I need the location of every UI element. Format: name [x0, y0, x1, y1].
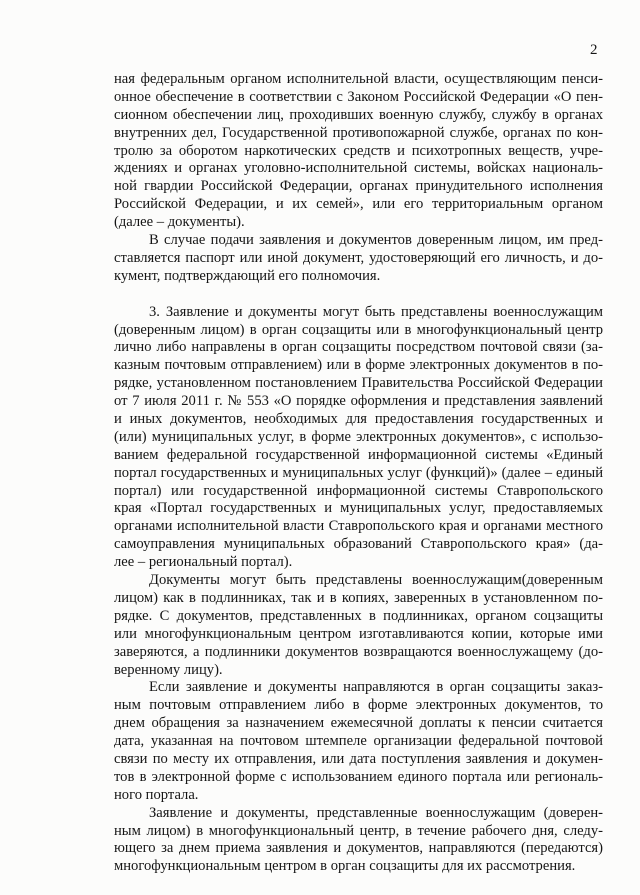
text-line: ного портала. [114, 786, 199, 803]
text-line: сионном обеспечении лиц, проходивших военную службу, службу в органах [114, 106, 603, 123]
paragraph-trusted-person [114, 232, 603, 286]
text-line: ставляется паспорт или иной документ, удостоверяющий его личность, и до- [114, 249, 603, 266]
text-line: веренному лицу). [114, 661, 223, 678]
text-line: днем обращения за назначением ежемесячной доплаты к пенсии считается [114, 715, 603, 732]
text-line: или многофункциональным центром изготавливаются копии, которые ими [114, 625, 603, 642]
text-line: ным лицом) в многофункциональный центр, в течение рабочего дня, следу- [114, 822, 603, 839]
document-body [114, 71, 603, 876]
text-line: ющего за днем приема заявления и документов, направляются (передаются) [114, 840, 603, 857]
text-line: (доверенным лицом) в орган соцзащиты или в многофункциональный центр [114, 321, 603, 338]
text-line: онное обеспечение в соответствии с Законом Российской Федерации «О пен- [114, 88, 603, 105]
text-line: тов в электронной форме с использованием единого портала или региональ- [114, 768, 603, 785]
text-line: самоуправления муниципальных образований Ставропольского края» (да- [114, 536, 603, 553]
text-line: края «Портал государственных и муниципальных услуг, предоставляемых [114, 500, 603, 517]
paragraph-continuation [114, 71, 603, 232]
text-line: лее – региональный портал). [114, 554, 293, 571]
text-line: лично либо направлены в орган соцзащиты посредством почтовой связи (за- [114, 339, 603, 356]
text-line: заверяются, а подлинники документов возвращаются военнослужащему (до- [114, 643, 603, 660]
text-line: В случае подачи заявления и документов доверенным лицом, им пред- [149, 232, 603, 249]
text-line: тролю за оборотом наркотических средств и психотропных веществ, учре- [114, 142, 603, 159]
text-line: портал государственных и муниципальных услуг (функций)» (далее – единый [114, 464, 603, 481]
text-line: Документы могут быть представлены военнослужащим(доверенным [149, 572, 603, 589]
text-line: Российской Федерации, и их семей», или его территориальным органом [114, 196, 603, 213]
text-line: и иных документов, необходимых для предоставления государственных и [114, 411, 603, 428]
text-line: ной гвардии Российской Федерации, органах принудительного исполнения [114, 178, 603, 195]
text-line: казным почтовым отправлением) или в форме электронных документов в по- [114, 357, 603, 374]
paragraph-section-3 [114, 304, 603, 572]
paragraph-originals-and-copies [114, 572, 603, 679]
text-line: (или) муниципальных услуг, в форме электронных документов», с использо- [114, 428, 603, 445]
text-line: портал) или государственной информационной системы Ставропольского [114, 482, 603, 499]
text-line: органами исполнительной власти Ставропольского края и органами местного [114, 518, 603, 535]
paragraph-mfc-transfer [114, 805, 603, 877]
text-line: ванием федеральной государственной информационной системы «Единый [114, 446, 603, 463]
text-line: от 7 июля 2011 г. № 553 «О порядке оформления и представления заявлений [114, 393, 603, 410]
text-line: лицом) как в подлинниках, так и в копиях, заверенных в установленном по- [114, 589, 603, 606]
text-line: ным почтовым отправлением либо в форме электронных документов, то [114, 697, 603, 714]
text-line: 3. Заявление и документы могут быть представлены военнослужащим [149, 303, 603, 320]
text-line: многофункциональным центром в орган соцзащиты для их рассмотрения. [114, 858, 576, 875]
text-line: кумент, подтверждающий его полномочия. [114, 267, 381, 284]
text-line: Если заявление и документы направляются в орган соцзащиты заказ- [149, 679, 603, 696]
paragraph-gap [114, 286, 603, 304]
text-line: Заявление и документы, представленные военнослужащим (доверен- [149, 804, 603, 821]
text-line: дата, указанная на почтовом штемпеле организации федеральной почтовой [114, 733, 603, 750]
text-line: ная федеральным органом исполнительной власти, осуществляющим пенси- [114, 71, 603, 87]
text-line: связи по месту их отправления, или дата поступления заявления и докумен- [114, 750, 603, 767]
text-line: внутренних дел, Государственной противопожарной службе, органах по кон- [114, 124, 603, 141]
page-number: 2 [590, 42, 598, 58]
paragraph-application-date [114, 679, 603, 804]
text-line: (далее – документы). [114, 214, 245, 231]
text-line: рядке. С документов, представленных в подлинниках, органом соцзащиты [114, 607, 603, 624]
text-line: ждениях и органах уголовно-исполнительной системы, войсках националь- [114, 160, 603, 177]
text-line: рядке, установленном постановлением Правительства Российской Федерации [114, 375, 603, 392]
